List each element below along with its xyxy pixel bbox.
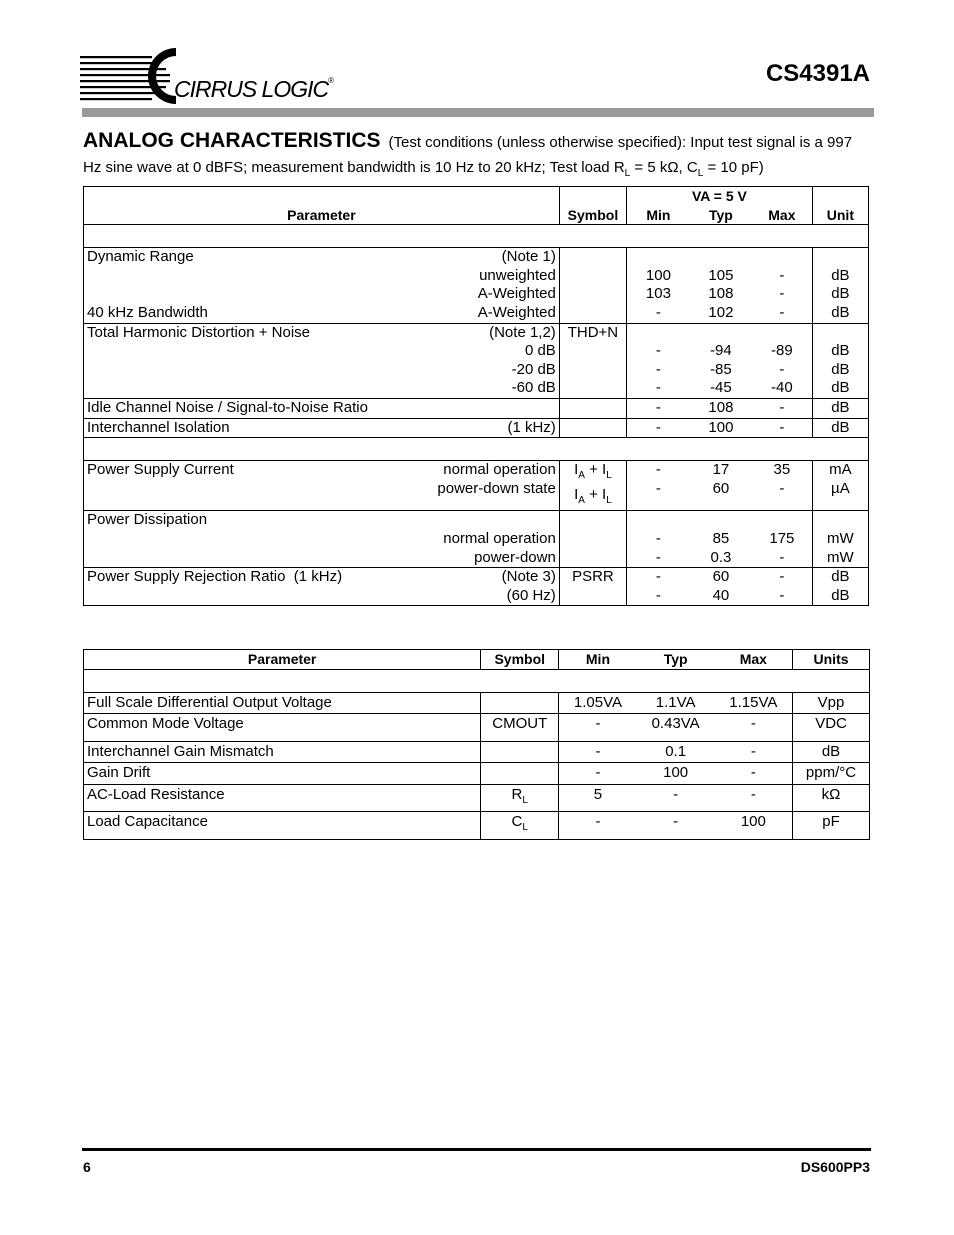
param-cell: Interchannel Gain Mismatch bbox=[84, 741, 481, 763]
col-max: Max bbox=[715, 650, 793, 670]
col-typ: Typ bbox=[690, 206, 752, 225]
analog-characteristics-table bbox=[83, 186, 869, 606]
section-heading bbox=[83, 128, 873, 186]
min-cell: 1.05VA bbox=[559, 692, 637, 714]
min-cell: - - bbox=[627, 568, 690, 606]
max-cell: 35 - bbox=[752, 461, 812, 511]
min-cell: - bbox=[627, 398, 690, 418]
typ-cell: 0.43VA bbox=[637, 714, 715, 742]
symbol-cell: PSRR bbox=[559, 568, 626, 606]
col-max: Max bbox=[752, 206, 812, 225]
typ-cell: 0.1 bbox=[637, 741, 715, 763]
table-separator bbox=[84, 669, 870, 692]
unit-cell: dB dB dB bbox=[812, 323, 868, 398]
table-row bbox=[84, 714, 870, 742]
unit-cell: ppm/°C bbox=[793, 763, 870, 785]
symbol-cell: $I_A + I_L$ $I_A + I_L$ bbox=[559, 461, 626, 511]
typ-cell: 100 bbox=[637, 763, 715, 785]
table-row bbox=[84, 323, 869, 398]
symbol-cell bbox=[559, 398, 626, 418]
min-cell: - - - bbox=[627, 323, 690, 398]
typ-cell: 85 0.3 bbox=[690, 511, 752, 568]
part-number: CS4391A bbox=[765, 60, 870, 87]
typ-cell: 1.1VA bbox=[637, 692, 715, 714]
table-row bbox=[84, 398, 869, 418]
unit-cell: mW mW bbox=[812, 511, 868, 568]
unit-cell: Vpp bbox=[793, 692, 870, 714]
table-row bbox=[84, 692, 870, 714]
symbol-cell bbox=[481, 741, 559, 763]
max-cell: 100 bbox=[715, 812, 793, 840]
param-thd-n: Total Harmonic Distortion + Noise (Note 1,2) 0 dB -20 dB -60 dB bbox=[84, 323, 560, 398]
max-cell: - bbox=[715, 763, 793, 785]
col-symbol: Symbol bbox=[559, 187, 626, 225]
section-title: ANALOG CHARACTERISTICS bbox=[83, 129, 381, 152]
symbol-cell bbox=[481, 692, 559, 714]
max-cell: - bbox=[752, 398, 812, 418]
param-cell: Gain Drift bbox=[84, 763, 481, 785]
col-min: Min bbox=[559, 650, 637, 670]
param-power-supply-current: Power Supply Current normal operation power-down state bbox=[84, 461, 560, 511]
min-cell: 100 103 - bbox=[627, 248, 690, 323]
max-cell: 1.15VA bbox=[715, 692, 793, 714]
max-cell: -89 - -40 bbox=[752, 323, 812, 398]
symbol-cell bbox=[559, 248, 626, 323]
max-cell: - - bbox=[752, 568, 812, 606]
param-dynamic-range: Dynamic Range (Note 1) unweighted A-Weighted 40 kHz Bandwidth A-Weighted bbox=[84, 248, 560, 323]
param-idle-channel-noise: Idle Channel Noise / Signal-to-Noise Ratio bbox=[84, 398, 560, 418]
typ-cell: 100 bbox=[690, 418, 752, 438]
table-row bbox=[84, 812, 870, 840]
table-body bbox=[84, 692, 870, 839]
symbol-cell bbox=[559, 418, 626, 438]
symbol-cell: CMOUT bbox=[481, 714, 559, 742]
min-cell: - bbox=[559, 763, 637, 785]
param-cell: Full Scale Differential Output Voltage bbox=[84, 692, 481, 714]
min-cell: - bbox=[559, 812, 637, 840]
table-row bbox=[84, 418, 869, 438]
min-cell: - - bbox=[627, 511, 690, 568]
table-row bbox=[84, 741, 870, 763]
unit-cell: dB bbox=[793, 741, 870, 763]
table-header-row bbox=[84, 650, 870, 670]
footer-rule bbox=[82, 1148, 871, 1151]
col-parameter: Parameter bbox=[84, 650, 481, 670]
unit-cell: dB dB bbox=[812, 568, 868, 606]
min-cell: - bbox=[627, 418, 690, 438]
table-header-row bbox=[84, 187, 869, 206]
unit-cell: mA µA bbox=[812, 461, 868, 511]
document-id: DS600PP3 bbox=[800, 1159, 870, 1175]
unit-cell: kΩ bbox=[793, 784, 870, 812]
col-min: Min bbox=[627, 206, 690, 225]
typ-cell: 17 60 bbox=[690, 461, 752, 511]
brand-name: CIRRUS LOGIC® bbox=[174, 76, 335, 102]
typ-cell: 60 40 bbox=[690, 568, 752, 606]
max-cell: - bbox=[715, 714, 793, 742]
unit-cell: VDC bbox=[793, 714, 870, 742]
symbol-cell: $C_L$ bbox=[481, 812, 559, 840]
table-separator bbox=[84, 438, 869, 461]
max-cell: 175 - bbox=[752, 511, 812, 568]
table-row bbox=[84, 568, 869, 606]
unit-cell: pF bbox=[793, 812, 870, 840]
param-interchannel-isolation: Interchannel Isolation (1 kHz) bbox=[84, 418, 560, 438]
typ-cell: 105 108 102 bbox=[690, 248, 752, 323]
min-cell: - bbox=[559, 714, 637, 742]
col-parameter: Parameter bbox=[84, 187, 560, 225]
max-cell: - bbox=[715, 741, 793, 763]
min-cell: - - bbox=[627, 461, 690, 511]
param-cell: AC-Load Resistance bbox=[84, 784, 481, 812]
param-cell: Load Capacitance bbox=[84, 812, 481, 840]
col-units: Units bbox=[793, 650, 870, 670]
col-unit: Unit bbox=[812, 187, 868, 225]
header-rule bbox=[82, 108, 874, 117]
max-cell: - - - bbox=[752, 248, 812, 323]
table-row bbox=[84, 461, 869, 511]
min-cell: 5 bbox=[559, 784, 637, 812]
page-number: 6 bbox=[83, 1159, 91, 1175]
max-cell: - bbox=[715, 784, 793, 812]
table-row bbox=[84, 763, 870, 785]
test-conditions: (Test conditions (unless otherwise specified): Input test signal is a 997 Hz sine wave at 0 dBFS; measurement bandwidth is 10 Hz to 20 kHz; Test load $R_L = 5$ kΩ, $C_L = 10$ pF) bbox=[83, 134, 853, 179]
symbol-cell bbox=[481, 763, 559, 785]
unit-cell: dB bbox=[812, 398, 868, 418]
table-row bbox=[84, 248, 869, 323]
typ-cell: 108 bbox=[690, 398, 752, 418]
param-psrr: Power Supply Rejection Ratio (1 kHz) (Note 3) (60 Hz) bbox=[84, 568, 560, 606]
typ-cell: - bbox=[637, 784, 715, 812]
table-separator bbox=[84, 225, 869, 248]
col-symbol: Symbol bbox=[481, 650, 559, 670]
table-row bbox=[84, 511, 869, 568]
col-typ: Typ bbox=[637, 650, 715, 670]
unit-cell: dB dB dB bbox=[812, 248, 868, 323]
output-characteristics-table bbox=[83, 649, 870, 840]
param-power-dissipation: Power Dissipation normal operation power-down bbox=[84, 511, 560, 568]
symbol-cell: THD+N bbox=[559, 323, 626, 398]
max-cell: - bbox=[752, 418, 812, 438]
unit-cell: dB bbox=[812, 418, 868, 438]
typ-cell: - bbox=[637, 812, 715, 840]
symbol-cell: $R_L$ bbox=[481, 784, 559, 812]
typ-cell: -94 -85 -45 bbox=[690, 323, 752, 398]
min-cell: - bbox=[559, 741, 637, 763]
col-group-va: VA = 5 V bbox=[627, 187, 813, 206]
table-row bbox=[84, 784, 870, 812]
param-cell: Common Mode Voltage bbox=[84, 714, 481, 742]
symbol-cell bbox=[559, 511, 626, 568]
